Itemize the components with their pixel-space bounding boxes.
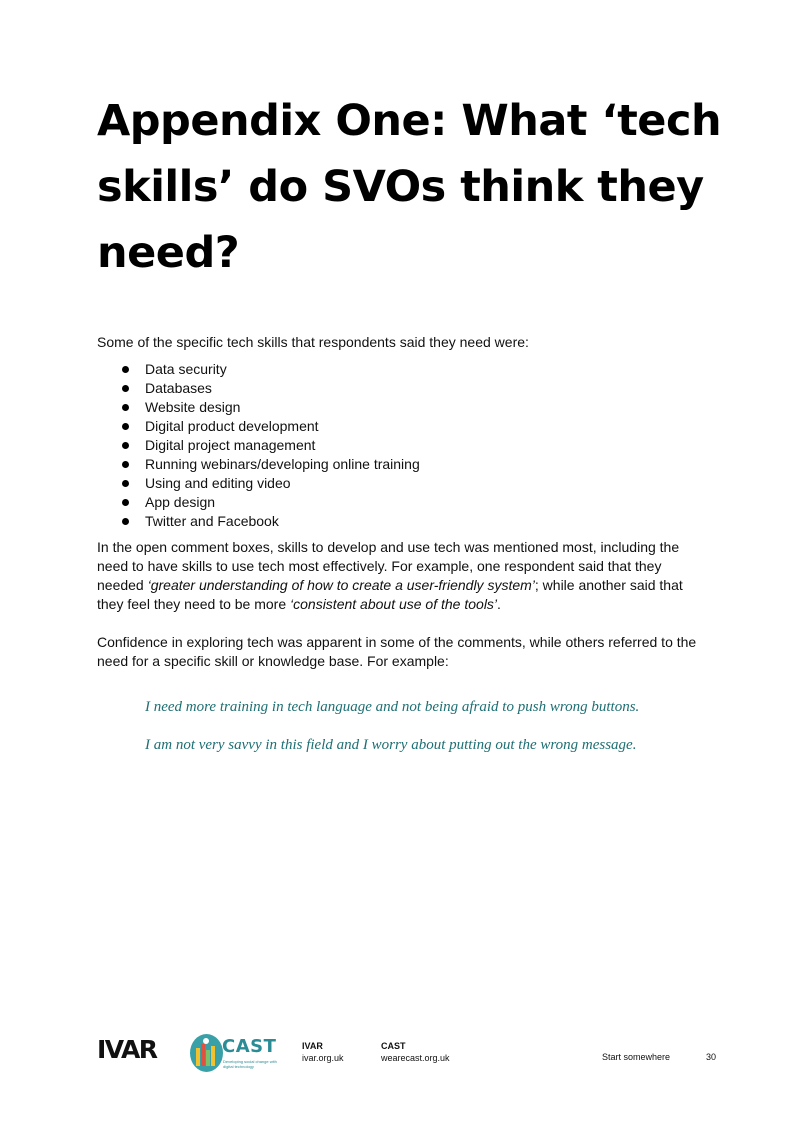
comment-paragraph [97, 538, 702, 614]
confidence-paragraph: Confidence in exploring tech was apparent in some of the comments, while others referred to the need for a specific skill or knowledge base. For example: [97, 634, 697, 669]
page-footer [0, 1030, 800, 1090]
list-item: Digital project management [97, 436, 702, 455]
inline-quote: ‘greater understanding of how to create a user-friendly system’ [147, 577, 535, 593]
footer-tagline: Start somewhere [602, 1052, 671, 1062]
ivar-contact [302, 1040, 344, 1064]
cast-wordmark: CAST [222, 1036, 277, 1057]
page-number: 30 [706, 1052, 717, 1062]
respondent-quotes [145, 697, 705, 773]
cast-name: CAST [381, 1041, 406, 1051]
list-item: Digital product development [97, 417, 702, 436]
list-item: Twitter and Facebook [97, 512, 702, 531]
list-item: Databases [97, 379, 702, 398]
body-content [97, 333, 702, 690]
skills-list [97, 360, 702, 531]
cast-badge-icon [190, 1034, 223, 1072]
paragraph-text: In the open comment boxes, skills to develop and use tech was mentioned most, including the need to have skills to use tech most effectively. For example, one respondent said that they needed [97, 539, 680, 593]
inline-quote: ‘consistent about use of the tools’ [290, 596, 498, 612]
paragraph-text: . [497, 596, 501, 612]
ivar-logo: IVAR [97, 1035, 157, 1064]
quote: I am not very savvy in this field and I worry about putting out the wrong message. [145, 737, 637, 753]
cast-tagline: Developing social change with digital technology [223, 1059, 277, 1069]
list-item: Data security [97, 360, 702, 379]
list-item: Running webinars/developing online training [97, 455, 702, 474]
list-item: App design [97, 493, 702, 512]
ivar-url: ivar.org.uk [302, 1053, 344, 1063]
list-item: Using and editing video [97, 474, 702, 493]
list-item: Website design [97, 398, 702, 417]
cast-logo [190, 1030, 280, 1078]
cast-contact [381, 1040, 450, 1064]
paragraph-text: ; while another said that they feel they need to be more [97, 577, 683, 612]
quote: I need more training in tech language and not being afraid to push wrong buttons. [145, 699, 640, 715]
cast-url: wearecast.org.uk [381, 1053, 450, 1063]
intro-text: Some of the specific tech skills that respondents said they need were: [97, 334, 529, 350]
page-title: Appendix One: What ‘tech skills’ do SVOs think they need? [97, 96, 722, 278]
ivar-name: IVAR [302, 1041, 323, 1051]
